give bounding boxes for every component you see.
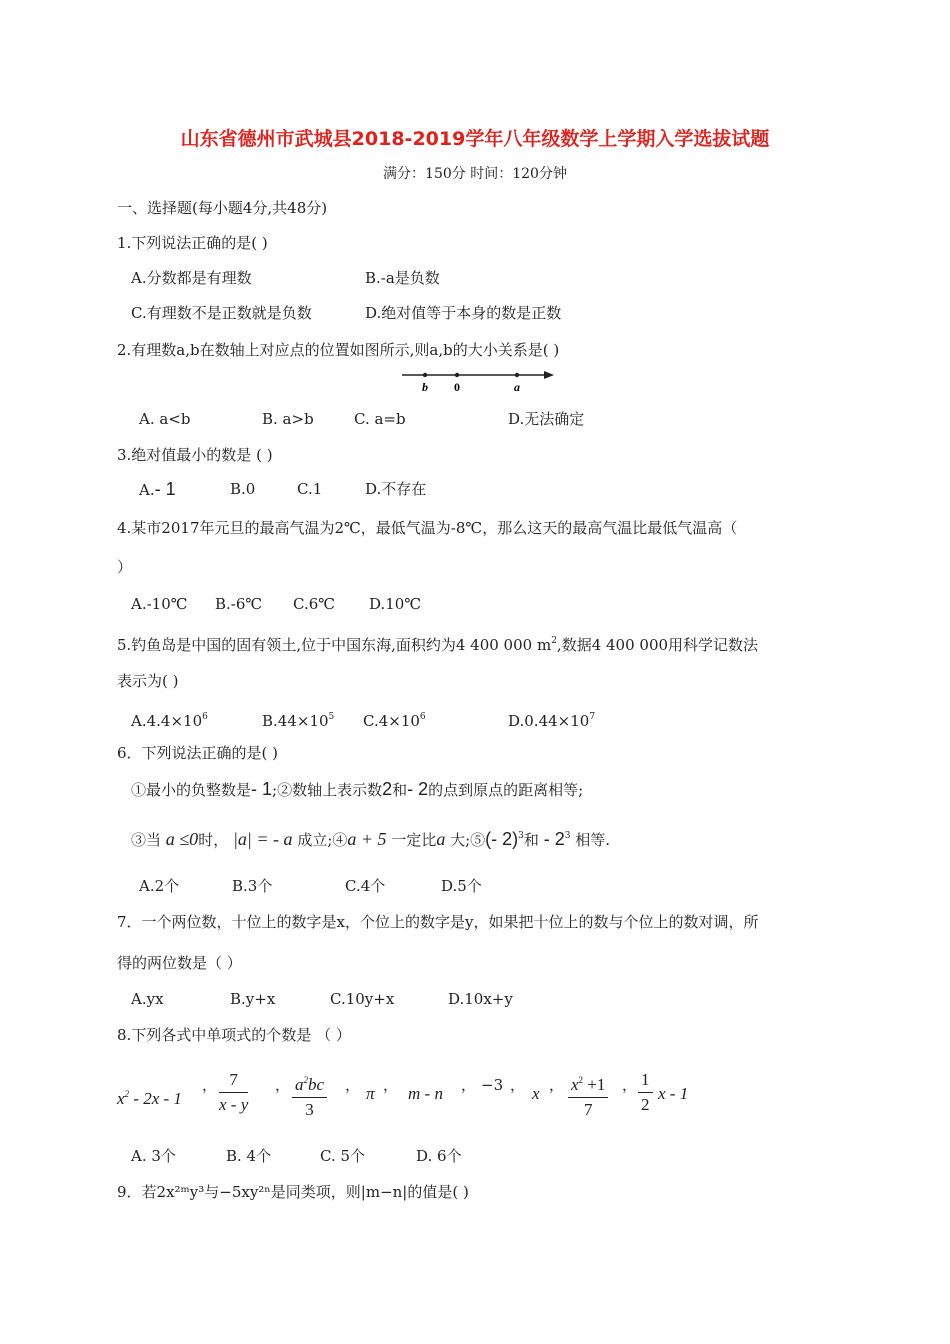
q8-e1-exp: 2: [124, 1089, 130, 1099]
q8-stem: 8.下列各式中单项式的个数是 （ ）: [117, 1026, 351, 1044]
q4-option-b: B.-6℃: [215, 595, 263, 613]
q5-option-a-text: A.4.4×10: [131, 712, 203, 730]
q6-s4-text: 成立;④: [297, 831, 348, 849]
q6-s5-exp-2: 3: [564, 831, 571, 841]
label-a: a: [514, 380, 520, 394]
q3-option-a-prefix: A.: [139, 481, 155, 499]
q6-option-b: B.3个: [232, 877, 273, 895]
q8-e3-numerator: [292, 1070, 327, 1098]
q5-option-d-text: D.0.44×10: [508, 712, 590, 730]
section-heading: 一、选择题(每小题4分,共48分): [117, 199, 328, 217]
q8-comma-4: ，: [383, 1076, 399, 1094]
q2-option-a: A. a<b: [139, 410, 191, 428]
q6-s2-math-2: - 2: [407, 779, 429, 799]
q6-s5-and: 和: [523, 831, 539, 849]
q6-s5-text-2: 相等.: [575, 831, 611, 849]
q6-s1-math: - 1: [251, 779, 273, 799]
q3-option-b: B.0: [230, 480, 256, 498]
q5-option-c: [363, 707, 426, 731]
q2-option-c: C. a=b: [354, 410, 406, 428]
q7-option-c: C.10y+x: [330, 990, 395, 1008]
q2-stem: 2.有理数a,b在数轴上对应点的位置如图所示,则a,b的大小关系是( ): [117, 341, 560, 359]
q5-option-c-exp: 6: [419, 712, 426, 722]
point-zero: [455, 373, 459, 377]
q6-s2-math-1: 2: [382, 779, 393, 799]
q1-option-d: D.绝对值等于本身的数是正数: [365, 304, 562, 322]
q8-e3-bc: bc: [308, 1075, 325, 1094]
q6-s4-math-1: a + 5: [347, 829, 387, 849]
q6-statements-line1: [131, 777, 583, 802]
q7-stem-line1: 7．一个两位数，十位上的数字是x，个位上的数字是y，如果把十位上的数与个位上的数对调，所: [117, 913, 759, 931]
q3-option-a-value: - 1: [154, 479, 176, 499]
number-line-figure: [400, 365, 555, 399]
q8-e8-exp: 2: [578, 1075, 584, 1085]
q6-s5-math-1: (- 2): [485, 829, 519, 849]
q6-s1-text: ①最小的负整数是: [131, 781, 252, 799]
q6-s5-exp-1: 3: [518, 831, 524, 841]
q8-comma-1: ，: [202, 1076, 218, 1094]
q8-comma-5: ，: [461, 1076, 477, 1094]
q8-option-c: C. 5个: [320, 1147, 366, 1165]
exam-subtitle: 满分：150分 时间：120分钟: [383, 166, 567, 182]
q8-comma-7: ，: [549, 1076, 565, 1094]
q8-e1-base: x: [117, 1089, 125, 1108]
q4-option-d: D.10℃: [369, 595, 422, 613]
axis-arrow-icon: [544, 371, 554, 379]
q8-comma-3: ，: [345, 1076, 361, 1094]
number-line-svg: [400, 365, 555, 395]
q5-option-b: [262, 707, 334, 731]
q8-e9-denominator: 2: [641, 1095, 650, 1114]
q6-s3-math-1: a ≤0: [165, 829, 199, 849]
q8-option-a: A. 3个: [131, 1147, 176, 1165]
q5-stem-line2: 表示为( ): [117, 672, 179, 690]
q6-s3-text: ③当: [131, 831, 162, 849]
q3-option-a: [139, 479, 176, 500]
q5-stem-text: 5.钓鱼岛是中国的固有领土,位于中国东海,面积约为4 400 000 m: [117, 636, 552, 654]
q3-option-c: C.1: [297, 480, 323, 498]
label-b: b: [422, 380, 428, 394]
q7-stem-line2: 得的两位数是（ ）: [117, 954, 242, 972]
q8-expr-6: −3: [481, 1076, 504, 1094]
q8-expr-2-fraction: [219, 1070, 248, 1115]
q7-option-d: D.10x+y: [448, 990, 513, 1008]
q5-stem-line1: [117, 631, 758, 655]
q4-stem-line2: ）: [117, 558, 133, 576]
q6-option-a: A.2个: [139, 877, 180, 895]
q8-expr-4: π: [366, 1084, 375, 1103]
q7-option-b: B.y+x: [230, 990, 276, 1008]
q8-e3-denominator: 3: [305, 1100, 314, 1119]
q6-s5-text: 大;⑤: [450, 831, 486, 849]
q5-option-b-exp: 5: [328, 712, 335, 722]
q6-s3-text-2: 时，: [198, 831, 229, 849]
q8-option-d: D. 6个: [416, 1147, 462, 1165]
q8-expr-3-fraction: [292, 1070, 327, 1120]
q5-option-d: [508, 707, 595, 731]
q8-e9-numerator: 1: [638, 1070, 653, 1093]
q6-s2-text-2: 的点到原点的距离相等;: [428, 781, 584, 799]
q1-option-c: C.有理数不是正数就是负数: [131, 304, 312, 322]
point-b: [423, 373, 427, 377]
q8-comma-8: ，: [622, 1076, 638, 1094]
q6-stem: 6．下列说法正确的是( ): [117, 744, 279, 762]
q6-s5-math-2: - 2: [543, 829, 565, 849]
q6-s2-and: 和: [392, 781, 408, 799]
q3-option-d: D.不存在: [365, 480, 427, 498]
q8-option-b: B. 4个: [226, 1147, 272, 1165]
q8-comma-2: ，: [275, 1076, 291, 1094]
q6-statements-line2: [131, 824, 610, 852]
q8-e8-denominator: 7: [583, 1100, 593, 1119]
q6-option-c: C.4个: [345, 877, 386, 895]
q8-e1-rest: - 2x - 1: [129, 1089, 182, 1108]
q5-option-a: [131, 707, 208, 731]
q5-option-c-text: C.4×10: [363, 712, 420, 730]
q4-stem-line1: 4.某市2017年元旦的最高气温为2℃，最低气温为-8℃，那么这天的最高气温比最低气温高（: [117, 519, 738, 537]
q8-e3-exp: 2: [303, 1075, 308, 1085]
q8-expr-1: [117, 1082, 182, 1111]
q8-e2-denominator: x - y: [219, 1095, 249, 1114]
q5-stem-text-2: ,数据4 400 000用科学记数法: [556, 636, 759, 654]
q8-e8-numerator: [568, 1070, 608, 1098]
q5-option-d-exp: 7: [589, 712, 596, 722]
q1-stem: 1.下列说法正确的是( ): [117, 234, 268, 252]
q8-e3-a: a: [295, 1075, 304, 1094]
q2-option-b: B. a>b: [262, 410, 314, 428]
label-zero: 0: [454, 380, 460, 394]
q6-s4-math-2: a: [436, 829, 446, 849]
q8-expr-9-tail: x - 1: [658, 1084, 689, 1103]
q4-option-c: C.6℃: [293, 595, 336, 613]
q5-option-b-text: B.44×10: [262, 712, 329, 730]
q6-s4-text-2: 一定比: [391, 831, 437, 849]
q3-stem: 3.绝对值最小的数是 ( ): [117, 446, 273, 464]
point-a: [515, 373, 519, 377]
q8-comma-6: ，: [510, 1076, 526, 1094]
q7-option-a: A.yx: [131, 990, 164, 1008]
q8-expr-8-fraction: [568, 1070, 608, 1120]
q2-option-d: D.无法确定: [508, 410, 585, 428]
q5-unit-exponent: 2: [551, 636, 557, 646]
q5-option-a-exp: 6: [202, 712, 208, 722]
q6-s2-text: ;②数轴上表示数: [272, 781, 383, 799]
q9-stem: 9．若2x²ᵐy³与−5xy²ⁿ是同类项，则|m−n|的值是( ): [117, 1183, 469, 1201]
q6-option-d: D.5个: [441, 877, 482, 895]
q8-e2-numerator: 7: [219, 1070, 248, 1093]
exam-title: 山东省德州市武城县2018-2019学年八年级数学上学期入学选拔试题: [180, 128, 770, 150]
q8-expr-9-fraction: [638, 1070, 653, 1115]
q8-expr-7: x: [532, 1084, 540, 1103]
q8-e8-x: x: [571, 1075, 579, 1094]
q8-e8-rest: +1: [583, 1075, 606, 1094]
q8-expr-5: m - n: [408, 1084, 443, 1103]
q1-option-b: B.-a是负数: [365, 269, 440, 287]
q4-option-a: A.-10℃: [131, 595, 188, 613]
q6-s3-math-2: |a| = - a: [232, 829, 293, 849]
q1-option-a: A.分数都是有理数: [131, 269, 252, 287]
